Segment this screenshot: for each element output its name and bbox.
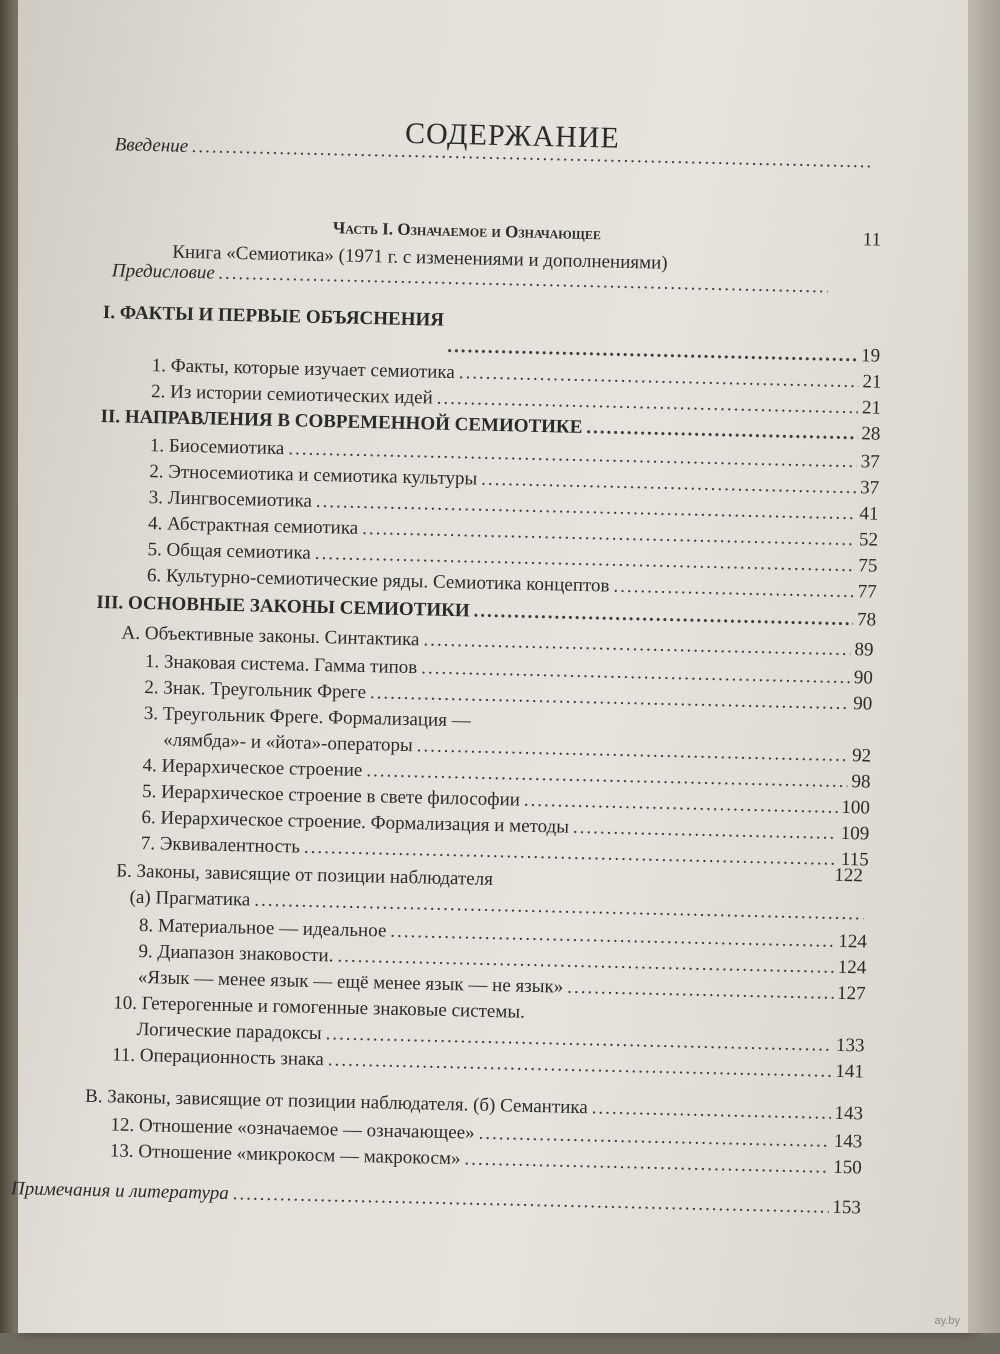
leader-dots <box>232 1183 828 1219</box>
toc-label: 4. Иерархическое строение <box>142 755 363 782</box>
leader-dots <box>524 790 838 819</box>
section-heading-1: I. ФАКТЫ И ПЕРВЫЕ ОБЪЯСНЕНИЯ <box>102 302 445 331</box>
toc-label: 12. Отношение «означаемое — означающее» <box>110 1114 475 1144</box>
toc-label: А. Объективные законы. Синтактика <box>121 622 420 651</box>
book-page <box>10 0 970 1333</box>
leader-dots <box>423 629 850 661</box>
section-heading-3: III. ОСНОВНЫЕ ЗАКОНЫ СЕМИОТИКИ <box>96 591 470 622</box>
toc-label: 2. Этносемиотика и семиотика культуры <box>149 461 478 490</box>
leader-dots <box>573 817 837 845</box>
leader-dots <box>473 600 853 631</box>
page-number: 21 <box>862 371 882 393</box>
page-title: СОДЕРЖАНИЕ <box>404 116 621 155</box>
page-number: 28 <box>861 423 881 445</box>
toc-label: В. Законы, зависящие от позиции наблюдателя. (б) Семантика <box>84 1085 589 1119</box>
page-number: 41 <box>859 503 879 525</box>
page-number: 92 <box>851 745 872 767</box>
page-number: 89 <box>854 639 874 661</box>
toc-label: 1. Знаковая система. Гамма типов <box>144 651 418 679</box>
page-number: 75 <box>858 555 878 577</box>
toc-label: 2. Знак. Треугольник Фреге <box>144 677 367 704</box>
page-number: 52 <box>858 529 879 551</box>
page-number: 143 <box>834 1102 864 1125</box>
leader-dots <box>464 1148 829 1178</box>
page-number: 133 <box>835 1034 865 1057</box>
leader-dots <box>481 469 856 500</box>
page-number: 127 <box>836 982 866 1005</box>
page-number: 19 <box>860 345 881 367</box>
toc-label: 7. Эквивалентность <box>140 833 301 858</box>
page-number: 115 <box>840 848 869 871</box>
page-number: 150 <box>832 1156 862 1179</box>
leader-dots <box>613 576 854 603</box>
toc-label-line1: 10. Гетерогенные и гомогенные знаковые системы. <box>113 992 526 1023</box>
part-heading: Часть I. Означаемое и Означающее <box>332 218 602 244</box>
page-number: 124 <box>838 930 868 953</box>
leader-dots <box>478 1123 830 1153</box>
page-number: 78 <box>856 609 877 631</box>
page-edge <box>968 0 1000 1333</box>
page-number: 109 <box>840 822 870 845</box>
page-number: 37 <box>860 451 880 473</box>
page-number: 143 <box>833 1130 863 1153</box>
page-number: 77 <box>857 581 878 603</box>
toc-label: 13. Отношение «микрокосм — макрокосм» <box>109 1140 461 1170</box>
page-number: 90 <box>853 667 874 689</box>
toc-label: 8. Материальное — идеальное <box>138 914 387 942</box>
toc-label: Введение <box>114 134 189 157</box>
toc-label: Логические парадоксы <box>136 1018 322 1045</box>
toc-label-line1: 3. Треугольник Фреге. Формализация — <box>143 703 471 732</box>
toc-label: «лямбда»- и «йота»-операторы <box>163 729 414 757</box>
leader-dots <box>586 417 857 445</box>
leader-dots <box>567 977 833 1005</box>
toc-label: 1. Факты, которые изучает семиотика <box>151 355 456 384</box>
page-number: 37 <box>859 477 880 499</box>
toc-label: 5. Общая семиотика <box>147 539 312 564</box>
toc-label: 2. Из истории семиотических идей <box>150 381 434 409</box>
page-number: 90 <box>853 693 873 715</box>
page-number: 141 <box>835 1060 865 1083</box>
subsection-b-heading: Б. Законы, зависящие от позиции наблюдателя <box>116 860 494 890</box>
toc-label: 5. Иерархическое строение в свете философии <box>141 781 521 811</box>
toc-label: 4. Абстрактная семиотика <box>147 513 359 539</box>
toc-label: 3. Лингвосемиотика <box>148 487 313 512</box>
watermark: ay.by <box>934 1315 960 1327</box>
page-number: 100 <box>841 796 871 819</box>
toc-label: 1. Биосемиотика <box>149 435 285 460</box>
toc-row-notes <box>11 1178 861 1219</box>
page-number: 122 <box>834 864 864 887</box>
toc-label: «Язык — менее язык — ещё менее язык — не язык» <box>137 966 564 998</box>
toc-label: Предисловие <box>111 260 216 284</box>
leader-dots <box>592 1097 831 1124</box>
toc-label: 11. Операционность знака <box>111 1044 325 1071</box>
toc-label: Примечания и литература <box>10 1178 229 1205</box>
toc-label: 6. Культурно-семиотические ряды. Семиотика концептов <box>146 565 610 597</box>
book-line: Книга «Семиотика» (1971 г. с изменениями и дополнениями) <box>172 241 668 274</box>
page-number: 21 <box>861 397 882 419</box>
page-number: 98 <box>851 771 871 793</box>
toc-label: (а) Прагматика <box>129 886 251 911</box>
section-heading-2: II. НАПРАВЛЕНИЯ В СОВРЕМЕННОЙ СЕМИОТИКЕ <box>100 405 583 438</box>
page-number: 153 <box>832 1196 862 1219</box>
part-page-number: 11 <box>862 229 882 251</box>
toc-label: 9. Диапазон знаковости. <box>138 940 334 967</box>
page-number: 124 <box>837 956 867 979</box>
toc-label: 6. Иерархическое строение. Формализация и методы <box>141 807 570 838</box>
